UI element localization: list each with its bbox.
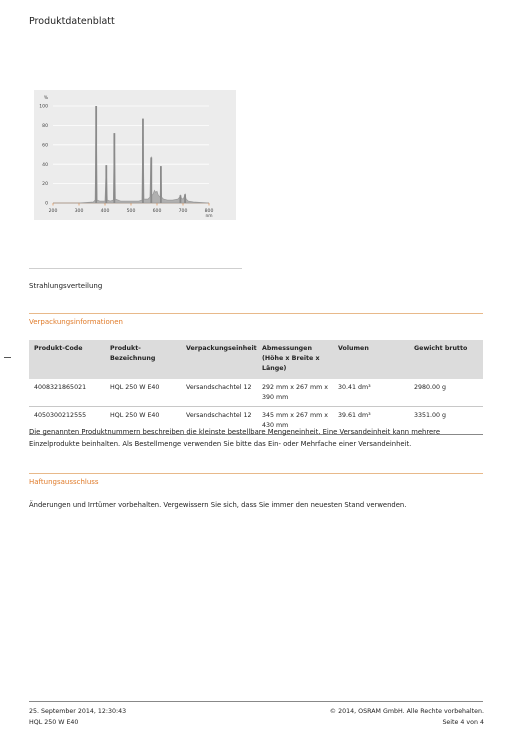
x-tick-label: 400	[100, 209, 110, 214]
disclaimer-text: Änderungen und Irrtümer vorbehalten. Vergewissern Sie sich, dass Sie immer den neuesten Stand verwenden.	[29, 501, 407, 509]
table-cell: HQL 250 W E40	[105, 379, 181, 407]
y-axis-unit: %	[43, 96, 48, 101]
column-header: Gewicht brutto	[409, 340, 483, 379]
x-tick-label: 600	[152, 209, 162, 214]
y-tick-label: 20	[42, 182, 48, 188]
table-cell: 39.61 dm³	[333, 407, 409, 435]
table-header-row	[29, 340, 483, 379]
table-cell: 3351.00 g	[409, 407, 483, 435]
table-cell: 30.41 dm³	[333, 379, 409, 407]
x-tick-label: 300	[74, 209, 84, 214]
packaging-table	[29, 340, 483, 435]
spectrum-chart-svg	[34, 90, 236, 220]
x-tick-label: 700	[178, 209, 188, 214]
table-cell: 345 mm x 267 mm x 430 mm	[257, 407, 333, 435]
table-cell: 292 mm x 267 mm x 390 mm	[257, 379, 333, 407]
y-tick-label: 0	[45, 201, 48, 207]
table-cell: 4008321865021	[29, 379, 105, 407]
table-cell: Versandschachtel 12	[181, 407, 257, 435]
section-heading-packaging: Verpackungsinformationen	[29, 318, 123, 326]
y-tick-label: 40	[42, 162, 48, 168]
spectrum-series	[53, 106, 209, 203]
section-divider	[29, 473, 483, 474]
column-header: Produkt-Bezeichnung	[105, 340, 181, 379]
y-tick-label: 100	[39, 104, 48, 110]
y-tick-label: 80	[42, 124, 48, 129]
table-cell: 2980.00 g	[409, 379, 483, 407]
packaging-note: Die genannten Produktnummern beschreiben die kleinste bestellbare Mengeneinheit. Eine Versandeinheit kann mehrere Einzelprodukte beinhalten. Als Bestellmenge verwenden Sie bitte das Ein- oder Mehrfache einer Versandeinheit.	[29, 428, 440, 448]
footer-copyright: © 2014, OSRAM GmbH. Alle Rechte vorbehalten.	[329, 708, 484, 715]
footer-page-number: Seite 4 von 4	[442, 719, 484, 726]
x-tick-label: 800	[204, 209, 214, 214]
y-tick-label: 60	[42, 143, 48, 149]
page-title: Produktdatenblatt	[29, 16, 115, 27]
footer-divider	[29, 701, 483, 702]
column-header: Verpackungseinheit	[181, 340, 257, 379]
column-header: Produkt-Code	[29, 340, 105, 379]
divider	[29, 268, 242, 269]
column-header: Volumen	[333, 340, 409, 379]
footer-product: HQL 250 W E40	[29, 719, 79, 726]
table-cell: 4050300212555	[29, 407, 105, 435]
section-divider	[29, 313, 483, 314]
column-header: Abmessungen (Höhe x Breite x Länge)	[257, 340, 333, 379]
x-axis-unit: nm	[205, 214, 213, 219]
table-cell: Versandschachtel 12	[181, 379, 257, 407]
x-tick-label: 200	[48, 209, 58, 214]
margin-mark	[4, 357, 11, 358]
x-tick-label: 500	[126, 209, 136, 214]
table-row	[29, 379, 483, 407]
section-heading-disclaimer: Haftungsausschluss	[29, 478, 99, 486]
table-cell: HQL 250 W E40	[105, 407, 181, 435]
chart-caption: Strahlungsverteilung	[29, 282, 103, 290]
footer-date: 25. September 2014, 12:30:43	[29, 708, 127, 715]
spectrum-chart	[34, 90, 236, 220]
